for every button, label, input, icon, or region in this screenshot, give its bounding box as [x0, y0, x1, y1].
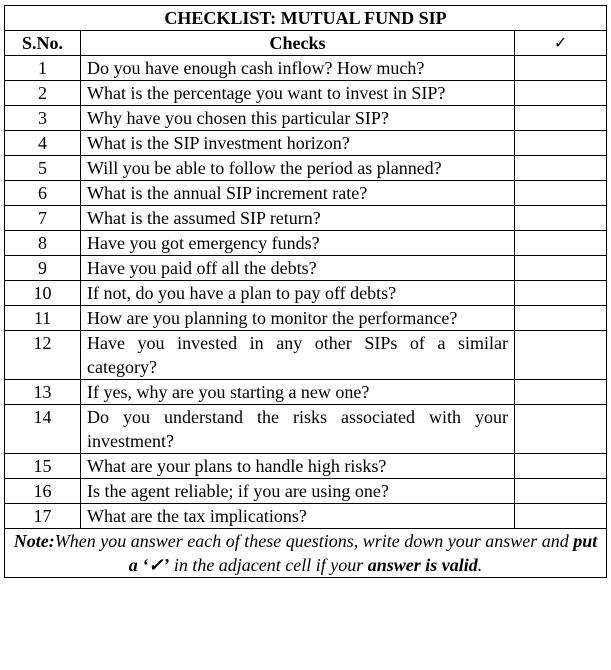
row-question: Have you got emergency funds? [81, 231, 515, 256]
table-row [5, 131, 607, 156]
note-label: Note: [13, 531, 55, 551]
row-question: If yes, why are you starting a new one? [81, 380, 515, 405]
table-row [5, 56, 607, 81]
note-text-2: put a ‘✓’ [128, 531, 598, 575]
row-tick-cell[interactable] [515, 454, 607, 479]
row-question: Is the agent reliable; if you are using one? [81, 479, 515, 504]
header-row [5, 31, 607, 56]
note-text-4: answer is valid [367, 555, 478, 575]
header-checks: Checks [81, 31, 515, 56]
row-tick-cell[interactable] [515, 56, 607, 81]
row-tick-cell[interactable] [515, 479, 607, 504]
row-number: 9 [5, 256, 81, 281]
row-number: 12 [5, 331, 81, 380]
row-tick-cell[interactable] [515, 206, 607, 231]
row-tick-cell[interactable] [515, 380, 607, 405]
row-number: 4 [5, 131, 81, 156]
row-question: Will you be able to follow the period as planned? [81, 156, 515, 181]
row-number: 15 [5, 454, 81, 479]
row-question: Do you have enough cash inflow? How much? [81, 56, 515, 81]
note-cell [5, 529, 607, 578]
checklist-title: CHECKLIST: MUTUAL FUND SIP [5, 6, 607, 31]
checklist-body [5, 56, 607, 529]
row-number: 6 [5, 181, 81, 206]
row-number: 10 [5, 281, 81, 306]
table-row [5, 405, 607, 454]
table-row [5, 479, 607, 504]
row-number: 7 [5, 206, 81, 231]
table-row [5, 504, 607, 529]
note-text-1: When you answer each of these questions, write down your answer and [54, 531, 574, 551]
row-number: 2 [5, 81, 81, 106]
note-text-5: . [477, 555, 483, 575]
row-question: Have you invested in any other SIPs of a similar category? [81, 331, 515, 380]
row-question: How are you planning to monitor the performance? [81, 306, 515, 331]
row-question: What is the assumed SIP return? [81, 206, 515, 231]
table-row [5, 380, 607, 405]
row-tick-cell[interactable] [515, 131, 607, 156]
row-tick-cell[interactable] [515, 156, 607, 181]
row-question: What is the percentage you want to invest in SIP? [81, 81, 515, 106]
note-text-3: in the adjacent cell if your [169, 555, 368, 575]
row-tick-cell[interactable] [515, 256, 607, 281]
row-number: 3 [5, 106, 81, 131]
row-question: Do you understand the risks associated with your investment? [81, 405, 515, 454]
table-row [5, 156, 607, 181]
row-tick-cell[interactable] [515, 181, 607, 206]
table-row [5, 81, 607, 106]
row-tick-cell[interactable] [515, 331, 607, 380]
row-number: 16 [5, 479, 81, 504]
header-sno: S.No. [5, 31, 81, 56]
note-row [5, 529, 607, 578]
row-tick-cell[interactable] [515, 281, 607, 306]
row-question: Have you paid off all the debts? [81, 256, 515, 281]
row-number: 8 [5, 231, 81, 256]
table-row [5, 206, 607, 231]
table-row [5, 331, 607, 380]
row-number: 11 [5, 306, 81, 331]
table-row [5, 281, 607, 306]
row-question: Why have you chosen this particular SIP? [81, 106, 515, 131]
row-number: 5 [5, 156, 81, 181]
table-row [5, 256, 607, 281]
row-tick-cell[interactable] [515, 231, 607, 256]
row-question: If not, do you have a plan to pay off debts? [81, 281, 515, 306]
header-tick: ✓ [515, 31, 607, 56]
row-number: 14 [5, 405, 81, 454]
row-number: 1 [5, 56, 81, 81]
row-tick-cell[interactable] [515, 405, 607, 454]
row-question: What is the SIP investment horizon? [81, 131, 515, 156]
row-tick-cell[interactable] [515, 306, 607, 331]
table-row [5, 306, 607, 331]
table-row [5, 454, 607, 479]
title-row [5, 6, 607, 31]
row-question: What are your plans to handle high risks? [81, 454, 515, 479]
row-tick-cell[interactable] [515, 106, 607, 131]
row-number: 17 [5, 504, 81, 529]
table-row [5, 181, 607, 206]
checklist-table [4, 5, 607, 578]
row-number: 13 [5, 380, 81, 405]
row-tick-cell[interactable] [515, 504, 607, 529]
table-row [5, 231, 607, 256]
row-question: What are the tax implications? [81, 504, 515, 529]
row-question: What is the annual SIP increment rate? [81, 181, 515, 206]
row-tick-cell[interactable] [515, 81, 607, 106]
table-row [5, 106, 607, 131]
